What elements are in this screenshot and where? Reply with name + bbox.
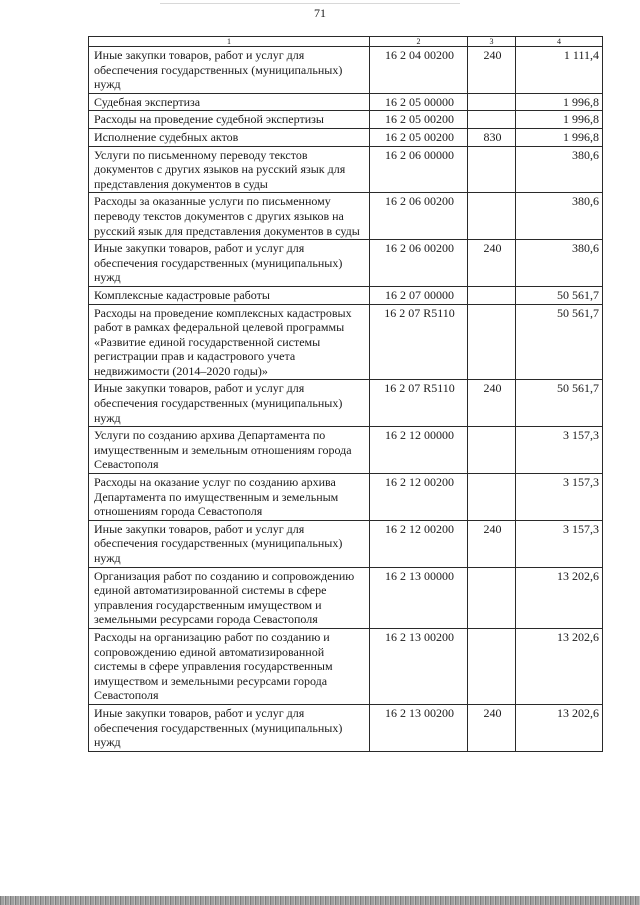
row-expense-kind-cell: 240 bbox=[468, 380, 516, 427]
row-expense-kind-cell bbox=[468, 567, 516, 628]
row-expense-kind-cell bbox=[468, 628, 516, 704]
row-code-cell: 16 2 12 00200 bbox=[370, 520, 468, 567]
row-name-cell: Иные закупки товаров, работ и услуг для обеспечения государственных (муниципальных) нужд bbox=[89, 240, 370, 287]
row-code-cell: 16 2 04 00200 bbox=[370, 47, 468, 94]
table-row bbox=[89, 193, 603, 240]
column-number-4: 4 bbox=[516, 37, 603, 47]
row-code-cell: 16 2 07 R5110 bbox=[370, 380, 468, 427]
row-code-cell: 16 2 05 00200 bbox=[370, 128, 468, 146]
row-amount-cell: 13 202,6 bbox=[516, 704, 603, 751]
row-name-cell: Расходы на организацию работ по созданию и сопровождению единой автоматизированной системы в сфере управления государственным имуществом и земельными ресурсами города Севастополя bbox=[89, 628, 370, 704]
table-row bbox=[89, 380, 603, 427]
budget-table bbox=[88, 36, 603, 752]
row-name-cell: Иные закупки товаров, работ и услуг для обеспечения государственных (муниципальных) нужд bbox=[89, 704, 370, 751]
row-amount-cell: 50 561,7 bbox=[516, 286, 603, 304]
row-code-cell: 16 2 13 00200 bbox=[370, 704, 468, 751]
row-amount-cell: 380,6 bbox=[516, 193, 603, 240]
row-amount-cell: 3 157,3 bbox=[516, 474, 603, 521]
row-name-cell: Иные закупки товаров, работ и услуг для обеспечения государственных (муниципальных) нужд bbox=[89, 47, 370, 94]
row-amount-cell: 1 996,8 bbox=[516, 93, 603, 111]
row-amount-cell: 50 561,7 bbox=[516, 304, 603, 380]
row-name-cell: Иные закупки товаров, работ и услуг для обеспечения государственных (муниципальных) нужд bbox=[89, 380, 370, 427]
row-amount-cell: 13 202,6 bbox=[516, 567, 603, 628]
row-amount-cell: 1 996,8 bbox=[516, 128, 603, 146]
row-name-cell: Расходы на проведение комплексных кадастровых работ в рамках федеральной целевой программы «Развитие единой государственной системы регистрации прав и кадастрового учета недвижимости (2014–2020 годы)» bbox=[89, 304, 370, 380]
row-amount-cell: 3 157,3 bbox=[516, 427, 603, 474]
row-code-cell: 16 2 06 00200 bbox=[370, 240, 468, 287]
row-name-cell: Исполнение судебных актов bbox=[89, 128, 370, 146]
row-expense-kind-cell bbox=[468, 146, 516, 193]
row-name-cell: Услуги по письменному переводу текстов документов с других языков на русский язык для представления документов в суды bbox=[89, 146, 370, 193]
row-name-cell: Расходы на оказание услуг по созданию архива Департамента по имущественным и земельным отношениям города Севастополя bbox=[89, 474, 370, 521]
table-row bbox=[89, 304, 603, 380]
row-amount-cell: 1 996,8 bbox=[516, 111, 603, 129]
row-expense-kind-cell bbox=[468, 111, 516, 129]
row-amount-cell: 3 157,3 bbox=[516, 520, 603, 567]
row-code-cell: 16 2 05 00200 bbox=[370, 111, 468, 129]
table-row bbox=[89, 240, 603, 287]
table-row bbox=[89, 128, 603, 146]
row-amount-cell: 13 202,6 bbox=[516, 628, 603, 704]
row-code-cell: 16 2 05 00000 bbox=[370, 93, 468, 111]
column-number-row bbox=[89, 37, 603, 47]
table-row bbox=[89, 474, 603, 521]
table-row bbox=[89, 628, 603, 704]
row-code-cell: 16 2 06 00200 bbox=[370, 193, 468, 240]
row-expense-kind-cell bbox=[468, 93, 516, 111]
row-name-cell: Расходы на проведение судебной экспертизы bbox=[89, 111, 370, 129]
row-expense-kind-cell bbox=[468, 474, 516, 521]
row-expense-kind-cell: 240 bbox=[468, 520, 516, 567]
table-row bbox=[89, 704, 603, 751]
row-expense-kind-cell bbox=[468, 193, 516, 240]
page-number: 71 bbox=[314, 6, 326, 20]
row-name-cell: Расходы за оказанные услуги по письменному переводу текстов документов с других языков на русский язык для представления документов в суды bbox=[89, 193, 370, 240]
row-expense-kind-cell: 240 bbox=[468, 240, 516, 287]
row-amount-cell: 1 111,4 bbox=[516, 47, 603, 94]
scan-edge bbox=[0, 896, 640, 905]
row-code-cell: 16 2 12 00200 bbox=[370, 474, 468, 521]
table-row bbox=[89, 567, 603, 628]
row-expense-kind-cell: 240 bbox=[468, 47, 516, 94]
row-name-cell: Комплексные кадастровые работы bbox=[89, 286, 370, 304]
row-name-cell: Иные закупки товаров, работ и услуг для обеспечения государственных (муниципальных) нужд bbox=[89, 520, 370, 567]
table-row bbox=[89, 520, 603, 567]
row-code-cell: 16 2 06 00000 bbox=[370, 146, 468, 193]
row-expense-kind-cell bbox=[468, 427, 516, 474]
column-number-3: 3 bbox=[468, 37, 516, 47]
row-code-cell: 16 2 07 R5110 bbox=[370, 304, 468, 380]
row-expense-kind-cell: 830 bbox=[468, 128, 516, 146]
top-rule bbox=[160, 3, 460, 4]
row-name-cell: Судебная экспертиза bbox=[89, 93, 370, 111]
row-code-cell: 16 2 13 00000 bbox=[370, 567, 468, 628]
table-row bbox=[89, 47, 603, 94]
row-name-cell: Услуги по созданию архива Департамента по имущественным и земельным отношениям города Севастополя bbox=[89, 427, 370, 474]
row-amount-cell: 380,6 bbox=[516, 240, 603, 287]
table-row bbox=[89, 286, 603, 304]
row-code-cell: 16 2 12 00000 bbox=[370, 427, 468, 474]
row-expense-kind-cell bbox=[468, 286, 516, 304]
row-code-cell: 16 2 13 00200 bbox=[370, 628, 468, 704]
row-name-cell: Организация работ по созданию и сопровождению единой автоматизированной системы в сфере управления государственным имуществом и земельными ресурсами города Севастополя bbox=[89, 567, 370, 628]
row-code-cell: 16 2 07 00000 bbox=[370, 286, 468, 304]
table-row bbox=[89, 93, 603, 111]
row-amount-cell: 50 561,7 bbox=[516, 380, 603, 427]
row-amount-cell: 380,6 bbox=[516, 146, 603, 193]
table-row bbox=[89, 427, 603, 474]
table-row bbox=[89, 146, 603, 193]
table-row bbox=[89, 111, 603, 129]
column-number-2: 2 bbox=[370, 37, 468, 47]
row-expense-kind-cell: 240 bbox=[468, 704, 516, 751]
row-expense-kind-cell bbox=[468, 304, 516, 380]
column-number-1: 1 bbox=[89, 37, 370, 47]
